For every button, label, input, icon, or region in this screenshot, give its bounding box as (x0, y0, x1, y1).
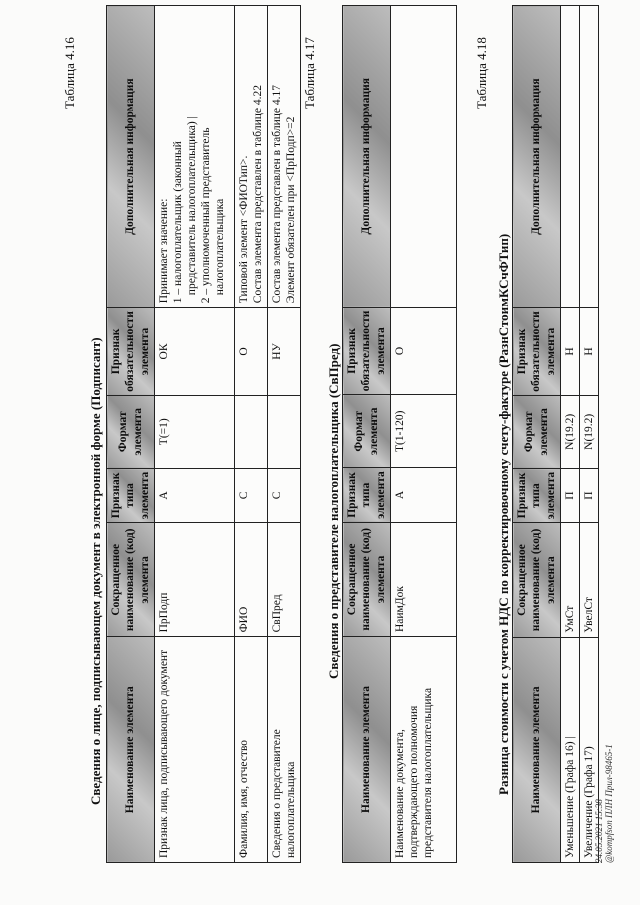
cell-format: Т(1-120) (391, 395, 457, 468)
header-code: Сокращенное наименование (код) элемента (513, 523, 561, 637)
cell-name: Уменьшение (Графа 16) | (561, 637, 580, 862)
header-code: Сокращенное наименование (код) элемента (343, 522, 391, 636)
cell-required: О (391, 307, 457, 395)
table-row (235, 6, 268, 863)
representative-table (342, 5, 457, 863)
info-line: Состав элемента представлен в таблице 4.17 (271, 85, 284, 304)
table-label-4-17: Таблица 4.17 (302, 37, 317, 109)
header-info: Дополнительная информация (107, 6, 155, 308)
table-title-representative: Сведения о представителе налогоплательщика (СвПред) (326, 343, 341, 679)
info-line: Состав элемента представлен в таблице 4.22 (252, 85, 265, 304)
table-title-signer: Сведения о лице, подписывающем документ в электронной форме (Подписант) (88, 337, 103, 805)
signer-table (106, 5, 301, 863)
header-info: Дополнительная информация (513, 6, 561, 308)
cell-code: НаимДок (391, 522, 457, 636)
cell-code: ФИО (235, 523, 268, 637)
cell-info (561, 6, 580, 308)
cell-info (580, 6, 599, 308)
cell-format (268, 395, 301, 468)
header-type: Признак типа элемента (513, 468, 561, 522)
cell-required: Н (580, 308, 599, 396)
cell-format: N(19.2) (561, 395, 580, 468)
info-line: Принимает значение: (158, 198, 170, 304)
info-line: налогоплательщика (214, 198, 227, 296)
header-format: Формат элемента (513, 395, 561, 468)
cell-name: Фамилия, имя, отчество (235, 637, 268, 863)
table-label-4-18: Таблица 4.18 (474, 37, 489, 109)
cell-required: О (235, 308, 268, 396)
header-type: Признак типа элемента (343, 468, 391, 522)
header-format: Формат элемента (343, 395, 391, 468)
header-format: Формат элемента (107, 395, 155, 468)
cell-required: Н (561, 308, 580, 396)
cell-info (155, 6, 235, 308)
header-name: Наименование элемента (513, 637, 561, 862)
cell-name: Наименование документа, подтверждающего полномочия представителя налогоплательщика (391, 637, 457, 863)
table-title-cost-difference: Разница стоимости с учетом НДС по корректировочному счету-фактуре (РазнСтоимКСчФТип) (496, 233, 511, 795)
cell-info (235, 6, 268, 308)
cell-type: П (561, 468, 580, 522)
cell-type: С (268, 468, 301, 522)
info-line: 2 – уполномоченный представитель (200, 127, 213, 304)
header-required: Признак обязательности элемента (343, 307, 391, 395)
table-label-4-16: Таблица 4.16 (62, 37, 77, 109)
cell-type: С (235, 468, 268, 522)
cell-name: Увеличение (Графа 17) (580, 637, 599, 862)
stamp-line: @kompfson ПЛН Прил-98465-1 (604, 744, 615, 863)
cell-name: Сведения о представителе налогоплательщика (268, 637, 301, 863)
header-required: Признак обязательности элемента (513, 308, 561, 396)
cell-type: П (580, 468, 599, 522)
cell-required: НУ (268, 308, 301, 396)
stamp-line: 24.05.2021 15:38 (594, 799, 604, 863)
cell-format (235, 395, 268, 468)
info-line: Элемент обязателен при <ПрПодп>=2 (285, 116, 298, 304)
header-code: Сокращенное наименование (код) элемента (107, 523, 155, 637)
cell-required: ОК (155, 308, 235, 396)
table-row (268, 6, 301, 863)
table-row (580, 6, 599, 863)
table-row (155, 6, 235, 863)
cell-info (268, 6, 301, 308)
header-name: Наименование элемента (107, 637, 155, 863)
cell-code: УмСт (561, 523, 580, 637)
header-type: Признак типа элемента (107, 468, 155, 522)
cell-type: А (391, 468, 457, 522)
info-line: 1 – налогоплательщик (законный (172, 141, 185, 304)
header-name: Наименование элемента (343, 637, 391, 863)
header-info: Дополнительная информация (343, 6, 391, 308)
cell-format: Т(=1) (155, 395, 235, 468)
cell-format: N(19.2) (580, 395, 599, 468)
info-line: Типовой элемент <ФИОТип>. (238, 155, 250, 304)
print-stamp (594, 744, 615, 863)
cell-info (391, 6, 457, 308)
table-row (561, 6, 580, 863)
cell-code: СвПред (268, 523, 301, 637)
table-row (391, 6, 457, 863)
cost-difference-table (512, 5, 599, 863)
info-line: представитель налогоплательщика) | (186, 116, 199, 296)
cell-code: ПрПодп (155, 523, 235, 637)
cell-type: А (155, 468, 235, 522)
cell-name: Признак лица, подписывающего документ (155, 637, 235, 863)
header-required: Признак обязательности элемента (107, 308, 155, 396)
cell-code: УвелСт (580, 523, 599, 637)
